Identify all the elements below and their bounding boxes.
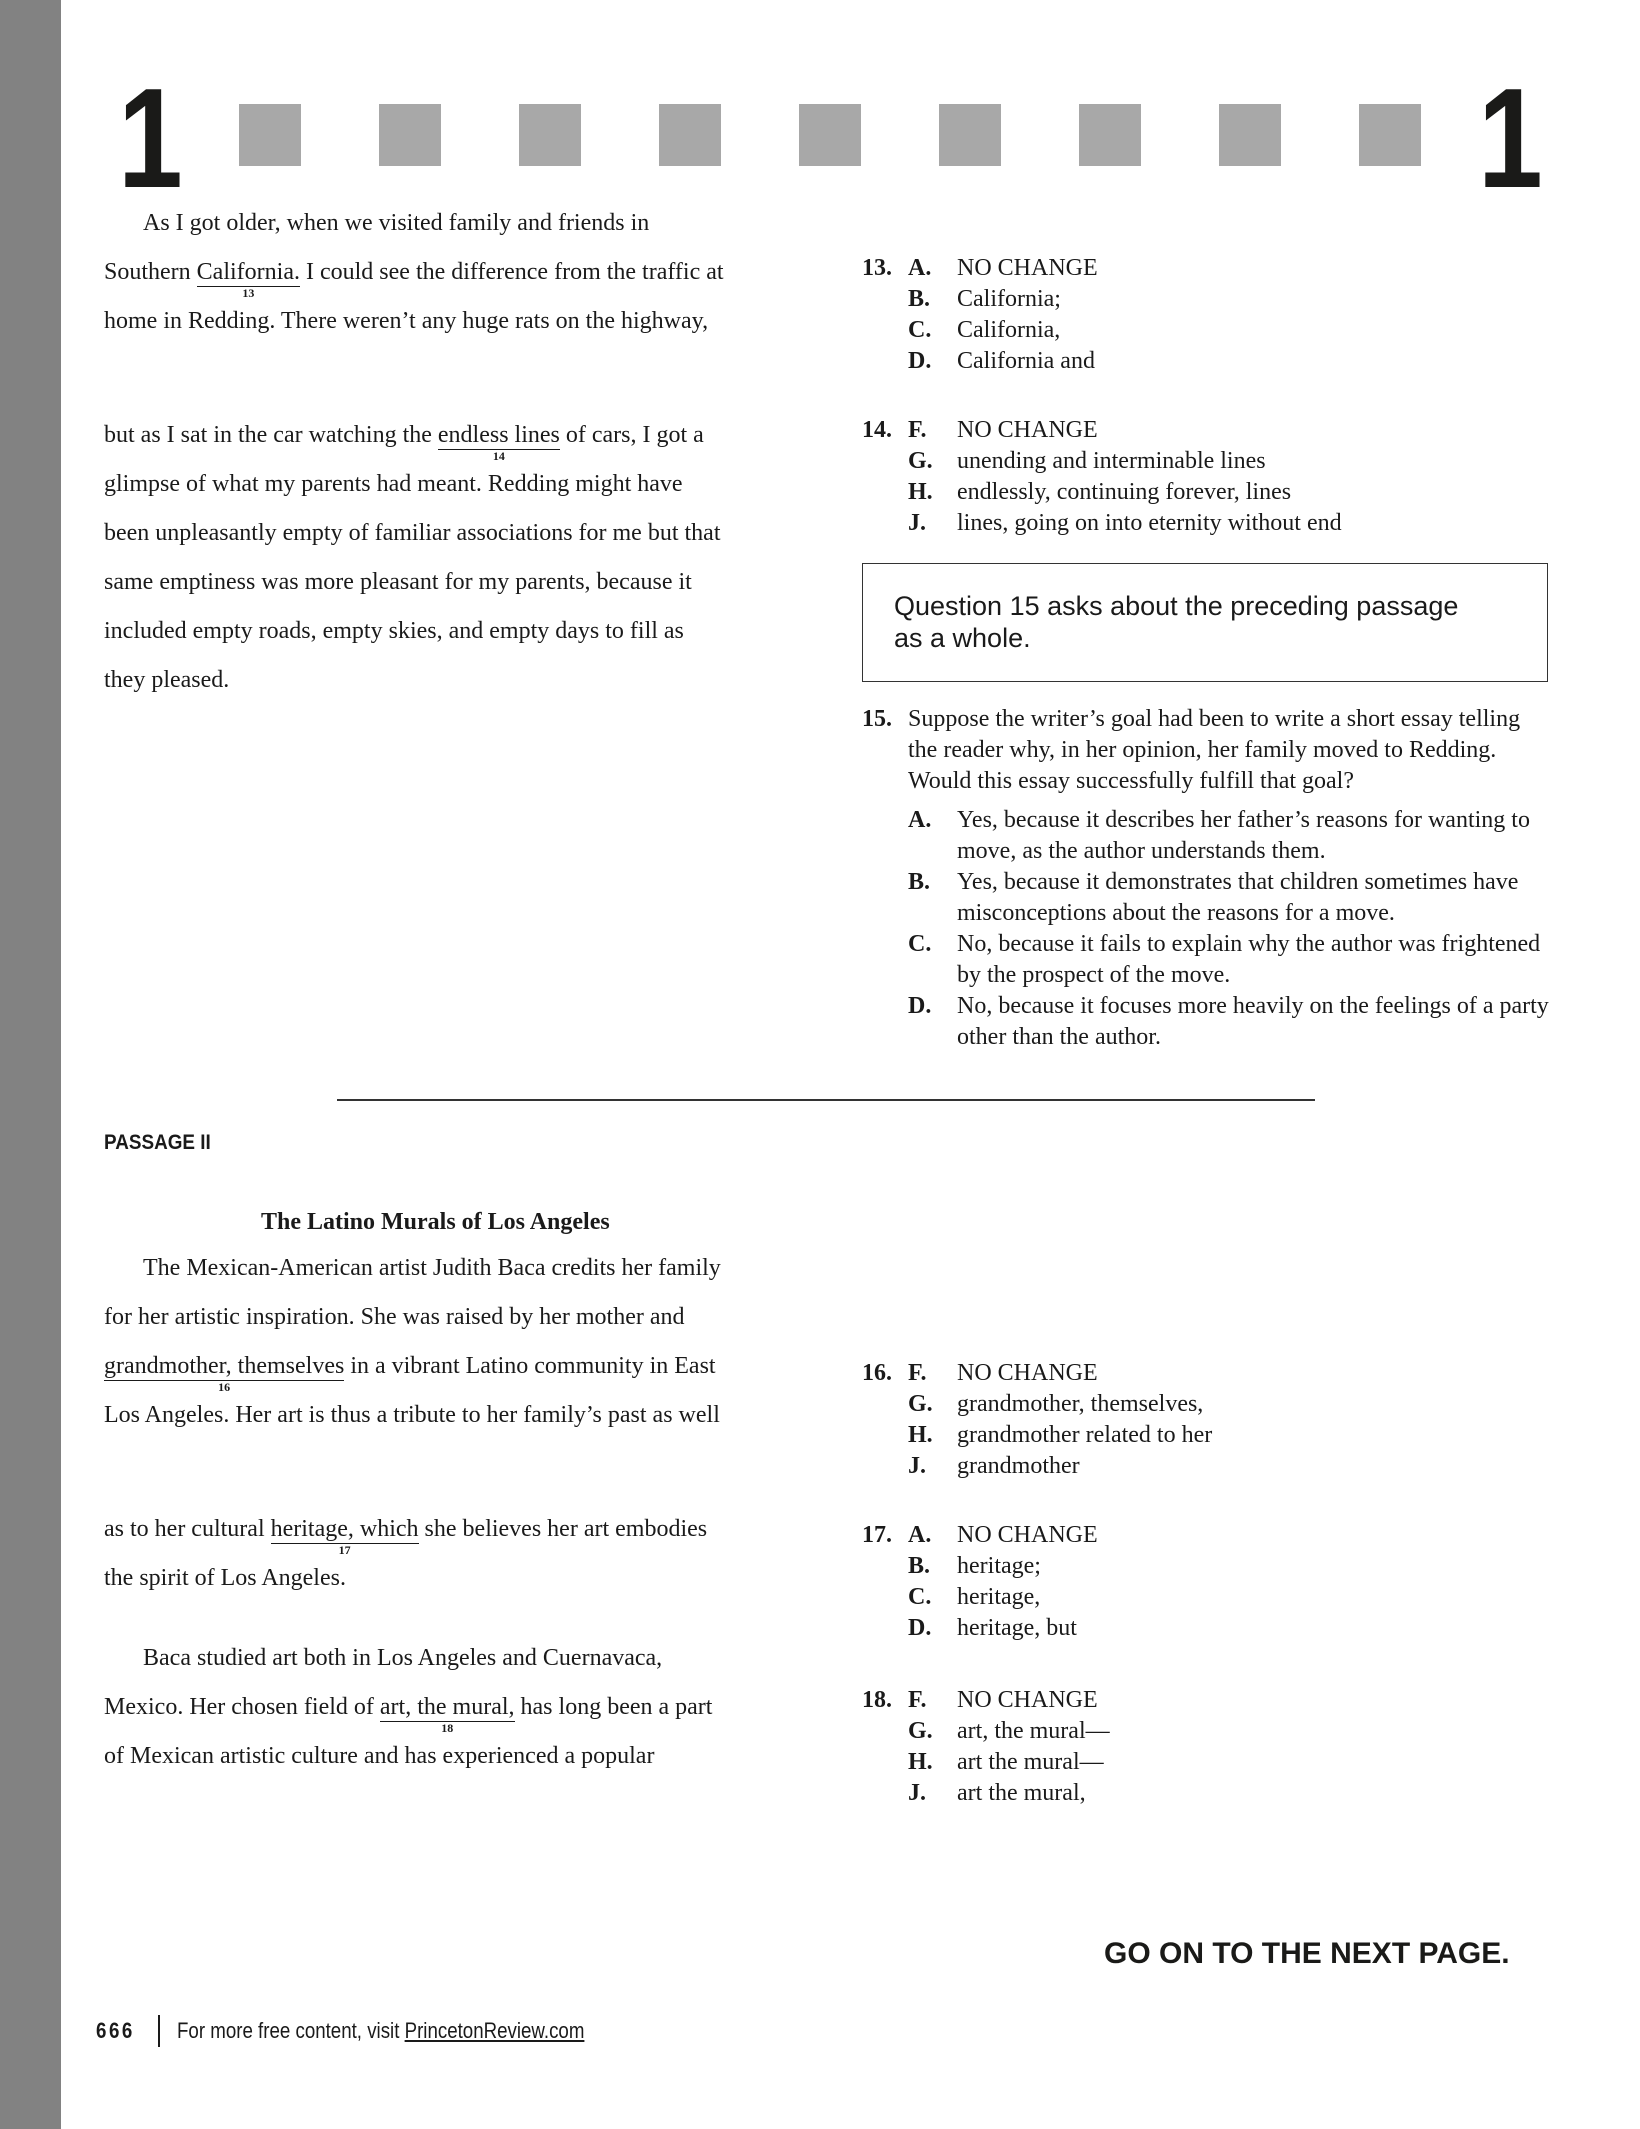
page-number: 666 [96, 2018, 135, 2043]
section-square [659, 104, 721, 166]
princeton-review-link[interactable]: PrincetonReview.com [404, 2018, 585, 2043]
answer-option[interactable]: D. No, because it focuses more heavily on the feelings of a party other than the author. [908, 993, 1549, 1050]
section-square [519, 104, 581, 166]
section-square [799, 104, 861, 166]
question-ref-number: 13 [242, 286, 255, 300]
question-number: 16. [862, 1360, 892, 1386]
question-number: 17. [862, 1522, 892, 1548]
passage-line: same emptiness was more pleasant for my parents, because it [104, 569, 692, 595]
question-15 [862, 704, 1562, 1053]
footer-promo-text: For more free content, visit [177, 2018, 405, 2043]
section-square [1079, 104, 1141, 166]
answer-option[interactable]: B. Yes, because it demonstrates that children sometimes have misconceptions about the reasons for a move. [908, 869, 1519, 926]
passage-label: PASSAGE II [104, 1131, 211, 1154]
go-on-next-page: GO ON TO THE NEXT PAGE. [1104, 1937, 1510, 1970]
section-square [1219, 104, 1281, 166]
question-ref-number: 18 [441, 1721, 454, 1735]
page-edge-bar [0, 0, 61, 2129]
section-square [1359, 104, 1421, 166]
answer-option[interactable]: A. Yes, because it describes her father’s reasons for wanting to move, as the author understands them. [908, 807, 1530, 864]
page-footer [96, 2015, 656, 2047]
passage-line: As I got older, when we visited family and friends in [143, 210, 650, 236]
passage-line: included empty roads, empty skies, and empty days to fill as [104, 618, 684, 644]
passage-line: grandmother, themselves 16 in a vibrant Latino community in East [104, 1353, 716, 1394]
question-ref-number: 16 [218, 1380, 231, 1394]
passage-line: as to her cultural heritage, which 17 she believes her art embodies [104, 1516, 708, 1557]
question-number: 18. [862, 1687, 892, 1713]
section-square [379, 104, 441, 166]
passage-line: of Mexican artistic culture and has experienced a popular [104, 1743, 655, 1769]
footer-separator [158, 2015, 160, 2047]
underlined-portion-17[interactable]: heritage, which 17 [270, 1516, 419, 1557]
passage-line: Los Angeles. Her art is thus a tribute to her family’s past as well [104, 1402, 720, 1428]
question-ref-number: 17 [338, 1543, 351, 1557]
underlined-portion-18[interactable]: art, the mural, 18 [379, 1694, 515, 1735]
passage-line: glimpse of what my parents had meant. Redding might have [104, 471, 683, 497]
passage-line: they pleased. [104, 667, 230, 693]
passage-line: been unpleasantly empty of familiar associations for me but that [104, 520, 721, 546]
passage-line: but as I sat in the car watching the endless lines 14 of cars, I got a [104, 422, 704, 463]
passage-line: home in Redding. There weren’t any huge rats on the highway, [104, 308, 709, 334]
answer-option[interactable]: C. No, because it fails to explain why the author was frightened by the prospect of the move. [908, 931, 1541, 988]
passage-line: for her artistic inspiration. She was raised by her mother and [104, 1304, 685, 1330]
underlined-portion-13[interactable]: California. 13 [196, 259, 300, 300]
passage-title: The Latino Murals of Los Angeles [261, 1209, 610, 1235]
section-number-right: 1 [1478, 59, 1543, 218]
passage-line: the spirit of Los Angeles. [104, 1565, 346, 1591]
underlined-portion-16[interactable]: grandmother, themselves 16 [104, 1353, 345, 1394]
question-stem: 15. Suppose the writer’s goal had been to write a short essay telling the reader why, in her opinion, her family moved to Redding. Would this essay successfully fulfill that goal? [862, 706, 1521, 794]
passage-line: Southern California. 13 I could see the difference from the traffic at [104, 259, 724, 300]
underlined-portion-14[interactable]: endless lines 14 [437, 422, 560, 463]
question-number: 13. [862, 255, 892, 281]
section-square [939, 104, 1001, 166]
passage-line: Mexico. Her chosen field of art, the mural, 18 has long been a part [104, 1694, 713, 1735]
question-15-note-box: Question 15 asks about the preceding passage as a whole. [862, 563, 1548, 682]
question-ref-number: 14 [492, 449, 505, 463]
passage-divider [337, 1099, 1315, 1101]
section-square [239, 104, 301, 166]
passage-line: Baca studied art both in Los Angeles and Cuernavaca, [143, 1645, 663, 1671]
question-number: 14. [862, 417, 892, 443]
question-number: 15. [862, 706, 892, 732]
passage-line: The Mexican-American artist Judith Baca credits her family [143, 1255, 721, 1281]
section-number-left: 1 [118, 59, 183, 218]
